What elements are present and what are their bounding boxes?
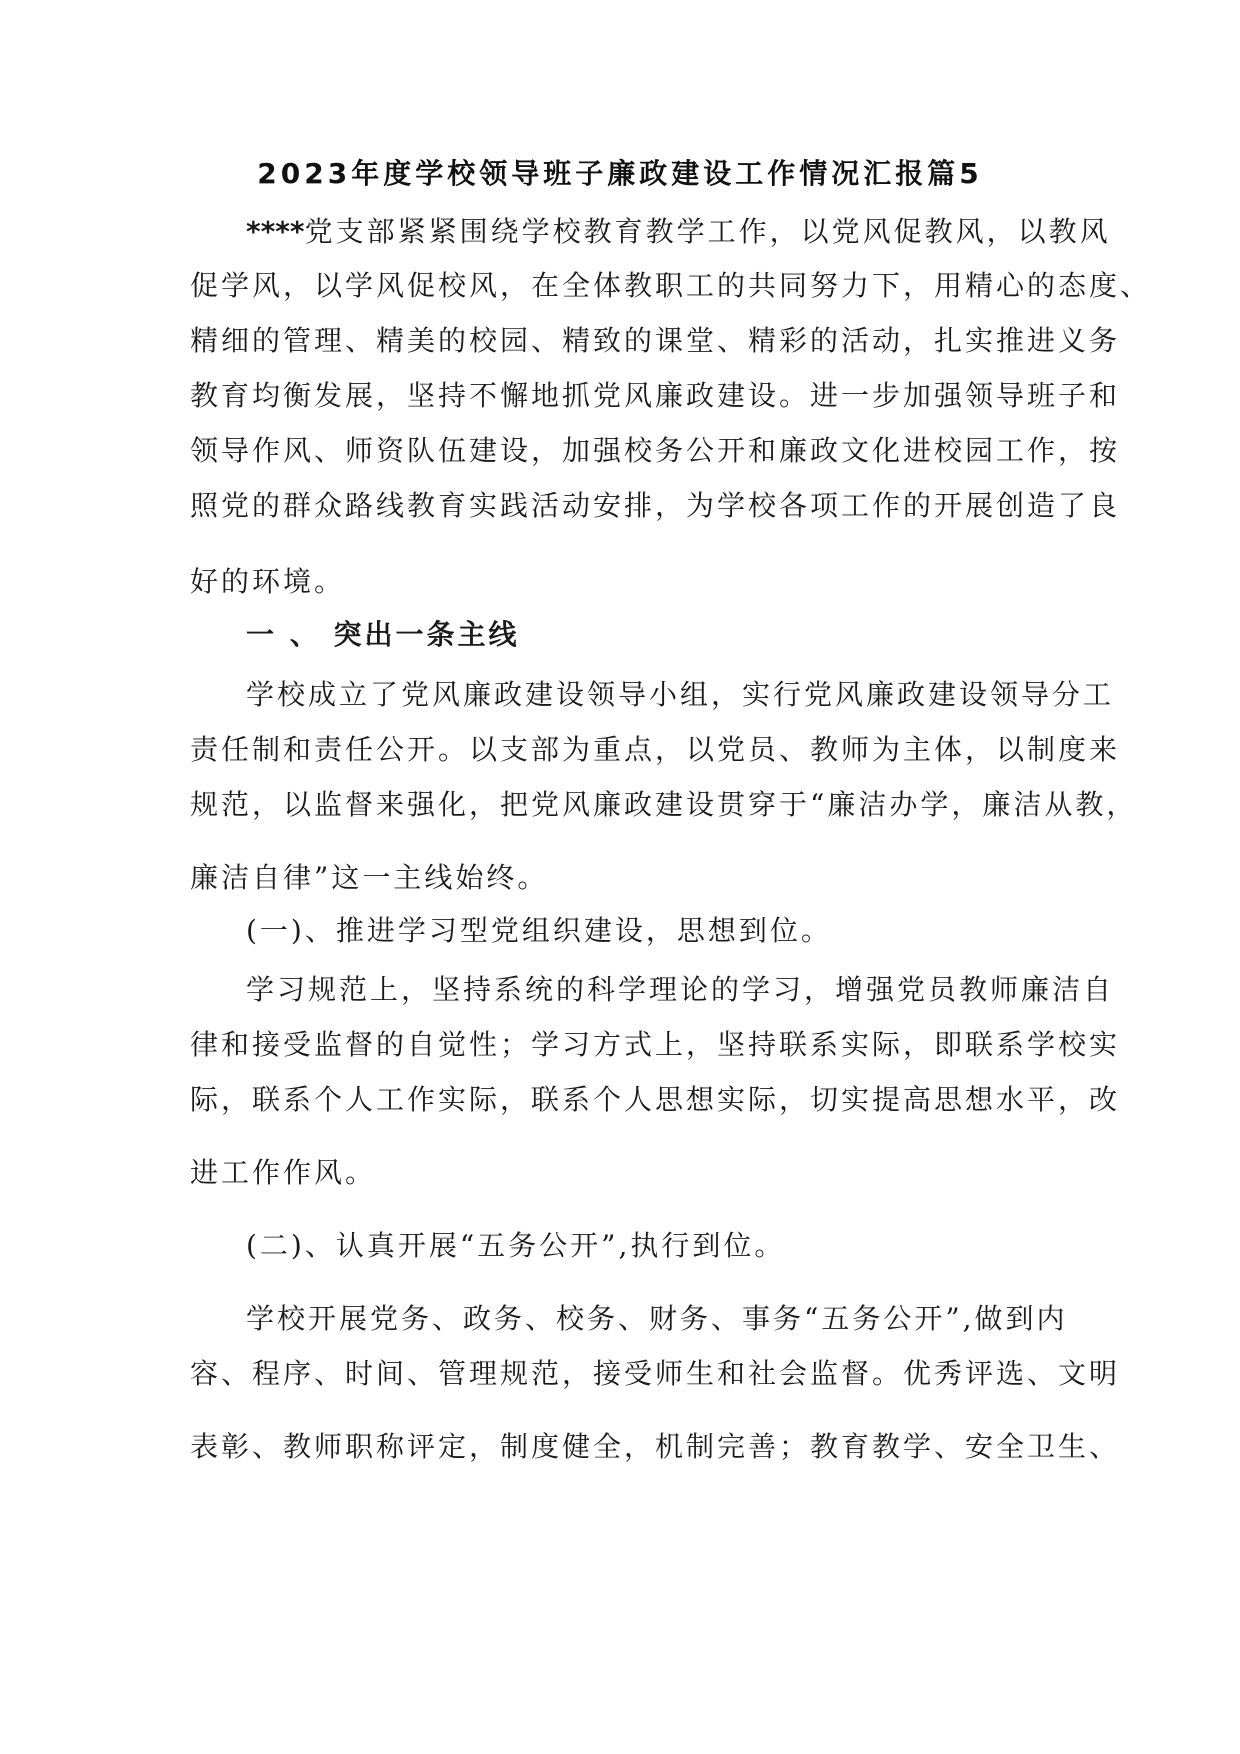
paragraph-line: 律和接受监督的自觉性；学习方式上，坚持联系实际，即联系学校实 xyxy=(190,1028,1121,1061)
paragraph-line: 容、程序、时间、管理规范，接受师生和社会监督。优秀评选、文明 xyxy=(190,1357,1121,1390)
paragraph-line-text: 党支部紧紧围绕学校教育教学工作，以党风促教风，以教风 xyxy=(304,215,1111,248)
paragraph-line: 责任制和责任公开。以支部为重点，以党员、教师为主体，以制度来 xyxy=(190,733,1121,766)
paragraph-line: 学校成立了党风廉政建设领导小组，实行党风廉政建设领导分工 xyxy=(246,678,1115,711)
paragraph-line: 际，联系个人工作实际，联系个人思想实际，切实提高思想水平，改 xyxy=(190,1083,1121,1116)
paragraph-line: 教育均衡发展，坚持不懈地抓党风廉政建设。进一步加强领导班子和 xyxy=(190,379,1121,412)
paragraph-line: 领导作风、师资队伍建设，加强校务公开和廉政文化进校园工作，按 xyxy=(190,434,1121,467)
paragraph-line: 廉洁自律”这一主线始终。 xyxy=(190,861,549,894)
redacted-name: **** xyxy=(246,215,305,248)
paragraph-line: 进工作作风。 xyxy=(190,1156,377,1189)
paragraph-line: 规范，以监督来强化，把党风廉政建设贯穿于“廉洁办学，廉洁从教， xyxy=(190,788,1138,821)
subsection-heading: (二)、认真开展“五务公开”,执行到位。 xyxy=(246,1229,786,1262)
paragraph-line: 表彰、教师职称评定，制度健全，机制完善；教育教学、安全卫生、 xyxy=(190,1430,1121,1463)
paragraph-line: 学校开展党务、政务、校务、财务、事务“五务公开”,做到内 xyxy=(246,1302,1068,1335)
paragraph-line: 精细的管理、精美的校园、精致的课堂、精彩的活动，扎实推进义务 xyxy=(190,324,1121,357)
paragraph-line: 学习规范上，坚持系统的科学理论的学习，增强党员教师廉洁自 xyxy=(246,973,1115,1006)
subsection-heading: (一)、推进学习型党组织建设，思想到位。 xyxy=(246,914,832,947)
paragraph-line: 好的环境。 xyxy=(190,565,346,598)
paragraph-line xyxy=(246,212,1111,252)
section-heading: 一 、 突出一条主线 xyxy=(246,618,520,651)
paragraph-line: 促学风，以学风促校风，在全体教职工的共同努力下，用精心的态度、 xyxy=(190,269,1152,302)
document-title: 2023年度学校领导班子廉政建设工作情况汇报篇5 xyxy=(257,157,983,190)
paragraph-line: 照党的群众路线教育实践活动安排，为学校各项工作的开展创造了良 xyxy=(190,489,1121,522)
